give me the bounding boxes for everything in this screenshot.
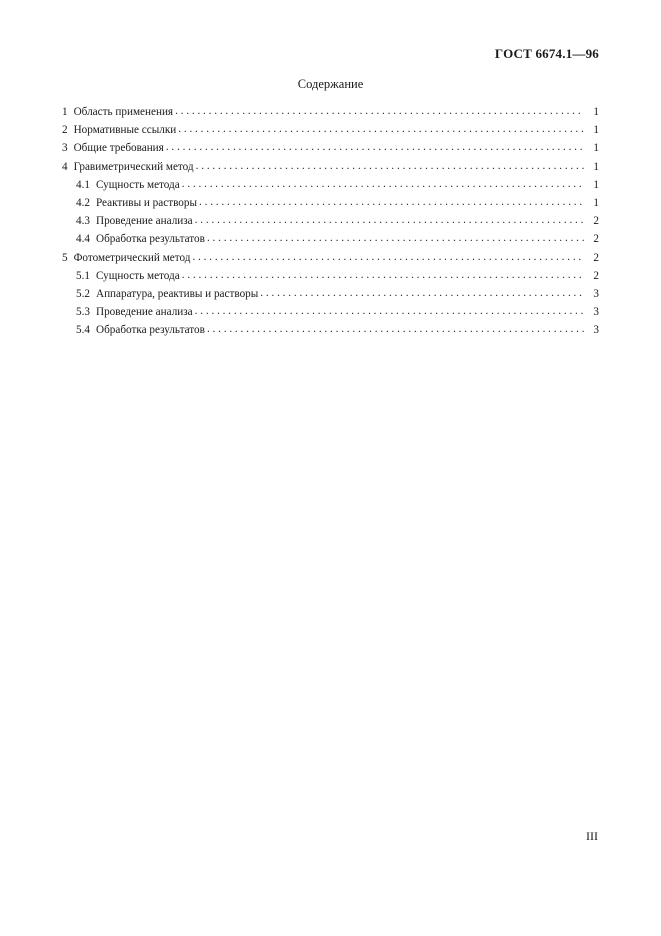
toc-entry-number: 4 (62, 160, 68, 173)
toc-entry-page: 1 (593, 160, 599, 173)
toc-entry (62, 194, 599, 212)
toc-entry-page: 2 (593, 251, 599, 264)
toc-entry-title: Реактивы и растворы (95, 196, 197, 209)
toc-entry-title: Сущность метода (95, 178, 180, 191)
toc-dot-leader (182, 176, 584, 193)
toc-dot-leader (207, 230, 584, 247)
toc-entry-number: 5.3 (76, 306, 90, 319)
toc-entry-title: Общие требования (73, 142, 164, 155)
toc-entry-page: 1 (593, 106, 599, 118)
toc-dot-leader (260, 285, 584, 302)
toc-entry-number: 5.2 (76, 287, 90, 300)
toc-entry (62, 212, 599, 230)
table-of-contents (62, 103, 599, 339)
toc-entry-title: Нормативные ссылки (73, 124, 177, 137)
toc-entry-number: 2 (62, 124, 68, 137)
toc-entry-title: Аппаратура, реактивы и растворы (95, 287, 259, 300)
toc-entry-number: 1 (62, 106, 68, 118)
toc-entry (62, 121, 599, 139)
toc-entry-number: 4.4 (76, 233, 90, 246)
toc-dot-leader (195, 303, 584, 320)
toc-dot-leader (178, 121, 584, 138)
toc-entry-number: 5.1 (76, 269, 90, 282)
toc-entry-title: Гравиметрический метод (73, 160, 194, 173)
toc-entry-title: Обработка результатов (95, 233, 205, 246)
toc-entry-page: 1 (593, 142, 599, 155)
toc-dot-leader (207, 321, 584, 338)
toc-entry-page: 3 (593, 287, 599, 300)
document-code: ГОСТ 6674.1—96 (494, 46, 599, 61)
toc-dot-leader (199, 194, 584, 211)
toc-entry-title: Проведение анализа (95, 215, 193, 228)
toc-entry-page: 2 (593, 233, 599, 246)
toc-entry-title: Область применения (73, 106, 174, 118)
toc-entry (62, 267, 599, 285)
toc-entry-number: 3 (62, 142, 68, 155)
page-number: III (586, 829, 598, 843)
toc-entry (62, 249, 599, 267)
toc-entry-page: 2 (593, 269, 599, 282)
toc-dot-leader (192, 249, 584, 266)
toc-entry-number: 4.3 (76, 215, 90, 228)
toc-entry-page: 1 (593, 178, 599, 191)
toc-entry (62, 230, 599, 248)
toc-entry (62, 285, 599, 303)
toc-entry (62, 176, 599, 194)
toc-entry-number: 4.2 (76, 196, 90, 209)
toc-entry-number: 5.4 (76, 324, 90, 337)
toc-entry-page: 3 (593, 324, 599, 337)
toc-dot-leader (175, 103, 584, 120)
toc-entry (62, 321, 599, 339)
toc-dot-leader (196, 158, 584, 175)
toc-entry (62, 158, 599, 176)
toc-entry-title: Проведение анализа (95, 306, 193, 319)
toc-entry-title: Сущность метода (95, 269, 180, 282)
toc-entry-page: 1 (593, 196, 599, 209)
toc-entry-title: Обработка результатов (95, 324, 205, 337)
toc-entry-number: 4.1 (76, 178, 90, 191)
toc-dot-leader (166, 139, 584, 156)
toc-entry (62, 303, 599, 321)
toc-entry-title: Фотометрический метод (73, 251, 191, 264)
toc-entry-page: 3 (593, 306, 599, 319)
toc-dot-leader (195, 212, 584, 229)
toc-entry-number: 5 (62, 251, 68, 264)
toc-entry-page: 1 (593, 124, 599, 137)
toc-dot-leader (182, 267, 584, 284)
toc-entry (62, 103, 599, 121)
toc-entry (62, 139, 599, 157)
toc-entry-page: 2 (593, 215, 599, 228)
toc-heading: Содержание (297, 77, 364, 91)
